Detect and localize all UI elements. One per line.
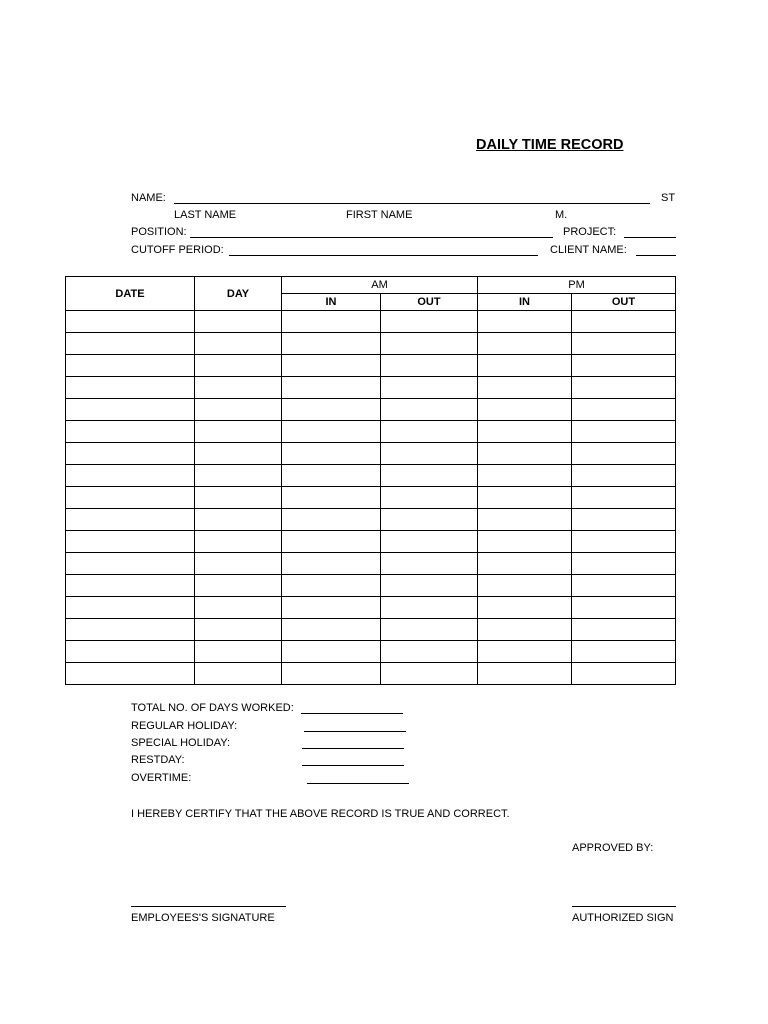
day-cell[interactable] [195,597,282,619]
am-out-cell[interactable] [381,641,478,663]
date-cell[interactable] [66,443,195,465]
am-in-header: IN [282,294,381,311]
am-out-cell[interactable] [381,465,478,487]
table-row [66,355,676,377]
am-out-cell[interactable] [381,575,478,597]
am-out-cell[interactable] [381,333,478,355]
day-cell[interactable] [195,399,282,421]
pm-in-cell[interactable] [478,553,572,575]
am-out-cell[interactable] [381,443,478,465]
table-row [66,509,676,531]
pm-out-cell[interactable] [572,509,676,531]
date-cell[interactable] [66,465,195,487]
pm-out-cell[interactable] [572,465,676,487]
date-cell[interactable] [66,377,195,399]
pm-out-cell[interactable] [572,355,676,377]
date-cell[interactable] [66,487,195,509]
am-out-header: OUT [381,294,478,311]
certification-text: I HEREBY CERTIFY THAT THE ABOVE RECORD IS TRUE AND CORRECT. [131,808,510,820]
am-out-cell[interactable] [381,377,478,399]
position-field[interactable] [190,237,553,238]
pm-in-cell[interactable] [478,575,572,597]
pm-out-cell[interactable] [572,663,676,685]
am-out-cell[interactable] [381,399,478,421]
table-row [66,487,676,509]
table-row [66,421,676,443]
day-cell[interactable] [195,531,282,553]
pm-in-cell[interactable] [478,421,572,443]
restday-field[interactable] [302,765,404,766]
am-out-cell[interactable] [381,619,478,641]
am-in-cell[interactable] [282,465,381,487]
am-out-cell[interactable] [381,487,478,509]
pm-out-header: OUT [572,294,676,311]
table-row [66,663,676,685]
am-in-cell[interactable] [282,355,381,377]
overtime-label: OVERTIME: [131,772,192,784]
first-name-caption: FIRST NAME [346,209,413,221]
table-row [66,333,676,355]
day-cell[interactable] [195,465,282,487]
pm-in-cell[interactable] [478,355,572,377]
pm-out-cell[interactable] [572,531,676,553]
date-cell[interactable] [66,333,195,355]
pm-out-cell[interactable] [572,487,676,509]
date-cell[interactable] [66,575,195,597]
employee-signature-line[interactable] [131,906,286,907]
day-cell[interactable] [195,355,282,377]
pm-out-cell[interactable] [572,399,676,421]
special-holiday-field[interactable] [302,748,404,749]
pm-in-cell[interactable] [478,509,572,531]
am-in-cell[interactable] [282,531,381,553]
approved-by-label: APPROVED BY: [572,842,654,854]
status-label: ST [661,192,676,204]
table-row [66,619,676,641]
name-label: NAME: [131,192,166,204]
restday-label: RESTDAY: [131,754,185,766]
client-name-label: CLIENT NAME: [550,244,627,256]
authorized-signature-label: AUTHORIZED SIGN [572,912,674,924]
am-in-cell[interactable] [282,641,381,663]
date-cell[interactable] [66,597,195,619]
form-title: DAILY TIME RECORD [476,137,624,153]
table-row [66,311,676,333]
date-cell[interactable] [66,311,195,333]
middle-initial-caption: M. [555,209,568,221]
pm-in-cell[interactable] [478,399,572,421]
pm-out-cell[interactable] [572,333,676,355]
am-out-cell[interactable] [381,663,478,685]
am-in-cell[interactable] [282,311,381,333]
table-row [66,575,676,597]
date-cell[interactable] [66,355,195,377]
day-column-header: DAY [195,277,282,311]
am-out-cell[interactable] [381,597,478,619]
am-in-cell[interactable] [282,597,381,619]
pm-in-cell[interactable] [478,663,572,685]
pm-in-cell[interactable] [478,531,572,553]
day-cell[interactable] [195,421,282,443]
am-in-cell[interactable] [282,443,381,465]
day-cell[interactable] [195,619,282,641]
pm-out-cell[interactable] [572,619,676,641]
am-out-cell[interactable] [381,553,478,575]
table-row [66,597,676,619]
pm-in-header: IN [478,294,572,311]
day-cell[interactable] [195,487,282,509]
special-holiday-label: SPECIAL HOLIDAY: [131,737,231,749]
pm-group-header: PM [478,277,676,294]
am-in-cell[interactable] [282,399,381,421]
pm-out-cell[interactable] [572,421,676,443]
table-row [66,531,676,553]
date-cell[interactable] [66,509,195,531]
time-record-rows [66,311,676,685]
pm-out-cell[interactable] [572,575,676,597]
pm-out-cell[interactable] [572,377,676,399]
am-in-cell[interactable] [282,487,381,509]
pm-out-cell[interactable] [572,553,676,575]
date-column-header: DATE [66,277,195,311]
am-out-cell[interactable] [381,509,478,531]
cutoff-period-field[interactable] [229,255,538,256]
name-field[interactable] [174,203,650,204]
authorized-signature-line[interactable] [572,906,676,907]
pm-in-cell[interactable] [478,311,572,333]
day-cell[interactable] [195,641,282,663]
time-record-table [65,276,676,685]
pm-in-cell[interactable] [478,443,572,465]
am-group-header: AM [282,277,478,294]
regular-holiday-label: REGULAR HOLIDAY: [131,720,238,732]
project-label: PROJECT: [563,226,617,238]
day-cell[interactable] [195,509,282,531]
pm-out-cell[interactable] [572,597,676,619]
date-cell[interactable] [66,531,195,553]
day-cell[interactable] [195,575,282,597]
table-row [66,465,676,487]
total-days-label: TOTAL NO. OF DAYS WORKED: [131,702,294,714]
pm-in-cell[interactable] [478,597,572,619]
table-row [66,553,676,575]
am-in-cell[interactable] [282,619,381,641]
am-in-cell[interactable] [282,509,381,531]
total-days-field[interactable] [301,713,403,714]
day-cell[interactable] [195,663,282,685]
day-cell[interactable] [195,377,282,399]
regular-holiday-field[interactable] [304,731,406,732]
date-cell[interactable] [66,663,195,685]
project-field[interactable] [624,237,676,238]
day-cell[interactable] [195,333,282,355]
day-cell[interactable] [195,443,282,465]
day-cell[interactable] [195,311,282,333]
table-row [66,377,676,399]
am-in-cell[interactable] [282,553,381,575]
am-out-cell[interactable] [381,531,478,553]
pm-in-cell[interactable] [478,333,572,355]
pm-out-cell[interactable] [572,641,676,663]
am-in-cell[interactable] [282,663,381,685]
am-out-cell[interactable] [381,355,478,377]
overtime-field[interactable] [307,783,409,784]
client-name-field[interactable] [636,255,676,256]
position-label: POSITION: [131,226,187,238]
table-row [66,641,676,663]
am-out-cell[interactable] [381,421,478,443]
pm-in-cell[interactable] [478,487,572,509]
date-cell[interactable] [66,421,195,443]
cutoff-period-label: CUTOFF PERIOD: [131,244,224,256]
day-cell[interactable] [195,553,282,575]
date-cell[interactable] [66,619,195,641]
employee-signature-label: EMPLOYEES'S SIGNATURE [131,912,275,924]
am-out-cell[interactable] [381,311,478,333]
pm-out-cell[interactable] [572,443,676,465]
am-in-cell[interactable] [282,377,381,399]
am-in-cell[interactable] [282,575,381,597]
pm-in-cell[interactable] [478,619,572,641]
last-name-caption: LAST NAME [174,209,237,221]
table-row [66,443,676,465]
date-cell[interactable] [66,399,195,421]
am-in-cell[interactable] [282,333,381,355]
date-cell[interactable] [66,641,195,663]
table-row [66,399,676,421]
pm-out-cell[interactable] [572,311,676,333]
date-cell[interactable] [66,553,195,575]
pm-in-cell[interactable] [478,641,572,663]
pm-in-cell[interactable] [478,377,572,399]
am-in-cell[interactable] [282,421,381,443]
pm-in-cell[interactable] [478,465,572,487]
